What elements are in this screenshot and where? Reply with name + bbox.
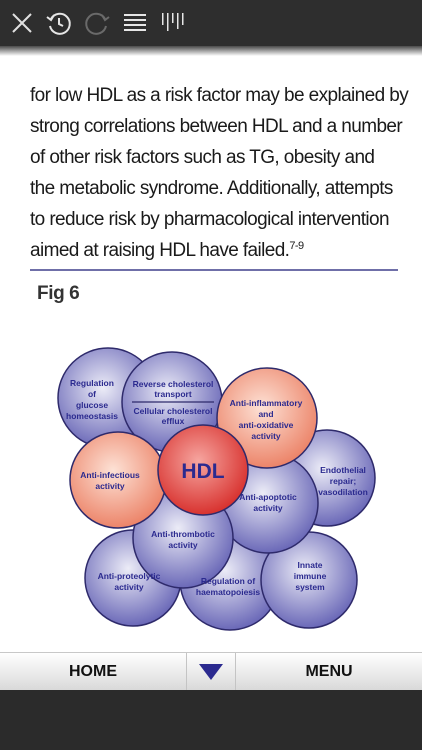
node-glucose-label-3: glucose <box>75 400 109 410</box>
node-infectious <box>70 432 166 528</box>
footer-area <box>0 690 422 750</box>
node-hdl-label: HDL <box>181 460 225 483</box>
article-line-last <box>30 235 402 266</box>
article-line: for low HDL as a risk factor may be explained by <box>30 85 409 106</box>
node-efflux-label-1: Cellular cholesterol <box>133 406 213 416</box>
node-reverse-label-2: transport <box>154 389 192 399</box>
node-apoptotic-label-2: activity <box>253 503 283 513</box>
history-icon[interactable] <box>44 9 74 37</box>
figure-label: Fig 6 <box>37 283 80 304</box>
node-endothelial-label-1: Endothelial <box>320 465 366 475</box>
citation-superscript: 7-9 <box>289 240 304 252</box>
hdl-diagram <box>0 310 422 640</box>
close-icon[interactable] <box>8 9 36 37</box>
section-divider <box>30 269 398 271</box>
node-immune-label-3: system <box>295 582 325 592</box>
node-immune-label-2: immune <box>293 571 327 581</box>
node-inflammatory-label-2: and <box>258 409 274 419</box>
node-thrombotic-label-1: Anti-thrombotic <box>151 529 215 539</box>
node-inflammatory-label-1: Anti-inflammatory <box>229 398 303 408</box>
article-body <box>30 80 409 266</box>
down-arrow-button[interactable] <box>186 653 236 691</box>
redo-icon[interactable] <box>82 9 112 37</box>
node-reverse-label-1: Reverse cholesterol <box>132 379 214 389</box>
node-thrombotic-label-2: activity <box>168 540 198 550</box>
node-glucose-label-2: of <box>87 389 97 399</box>
node-endothelial-label-3: vasodilation <box>318 487 368 497</box>
node-haematopoiesis-label-2: haematopoiesis <box>195 587 261 597</box>
node-infectious-label-2: activity <box>95 481 125 491</box>
node-haematopoiesis-label-1: Regulation of <box>200 576 256 586</box>
node-inflammatory-label-4: activity <box>251 431 281 441</box>
node-proteolytic-label-1: Anti-proteolytic <box>97 571 161 581</box>
node-inflammatory-label-3: anti-oxidative <box>238 420 294 430</box>
article-line: of other risk factors such as TG, obesity and <box>30 147 375 168</box>
article-line: strong correlations between HDL and a number <box>30 116 403 137</box>
node-immune-label-1: Innate <box>297 560 323 570</box>
node-glucose-label-1: Regulation <box>70 378 114 388</box>
node-apoptotic-label-1: Anti-apoptotic <box>239 492 297 502</box>
list-icon[interactable] <box>120 9 150 37</box>
node-glucose-label-4: homeostasis <box>66 411 118 421</box>
node-endothelial-label-2: repair; <box>329 476 357 486</box>
pages-icon[interactable] <box>158 9 188 37</box>
article-line: to reduce risk by pharmacological intervention <box>30 209 389 230</box>
article-line-text: aimed at raising HDL have failed. <box>30 240 290 261</box>
home-button[interactable]: HOME <box>69 663 117 680</box>
node-efflux-label-2: efflux <box>161 416 185 426</box>
top-toolbar <box>0 0 422 46</box>
menu-button[interactable]: MENU <box>305 663 353 680</box>
bottom-nav <box>0 652 422 690</box>
page-shadow <box>0 46 422 56</box>
article-line: the metabolic syndrome. Additionally, attempts <box>30 178 393 199</box>
node-infectious-label-1: Anti-infectious <box>80 470 140 480</box>
node-proteolytic-label-2: activity <box>114 582 144 592</box>
triangle-down-icon <box>198 663 224 681</box>
